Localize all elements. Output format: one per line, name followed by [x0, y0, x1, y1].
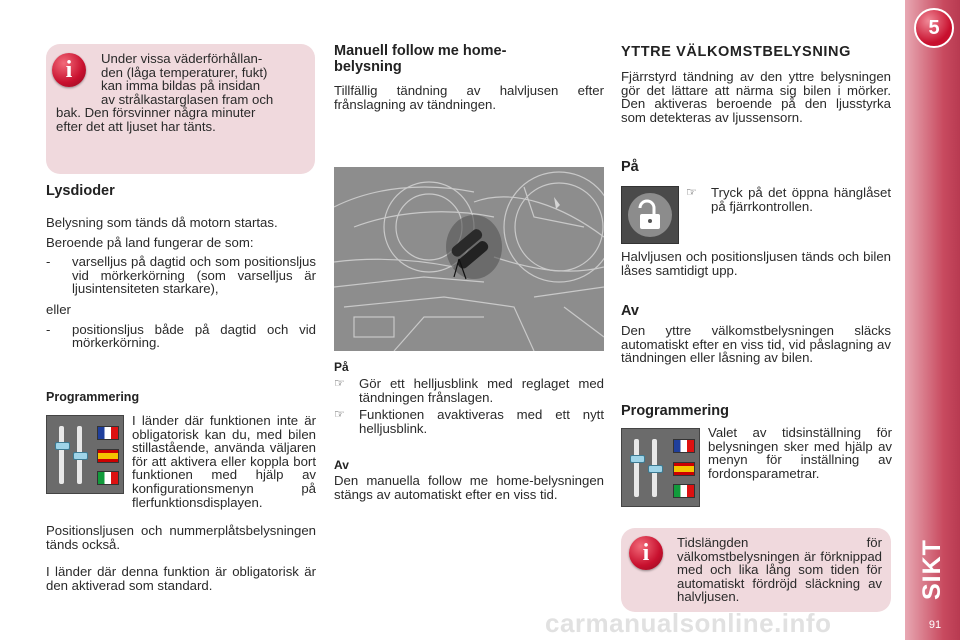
lysdioder-body	[46, 216, 316, 350]
pa-title-valkomst: På	[621, 159, 639, 175]
pa-title-follow: På	[334, 360, 349, 374]
settings-menu-thumbnail	[46, 415, 124, 494]
bullet-text: Gör ett helljusblink med reglaget med tändningen frånslagen.	[359, 376, 604, 405]
info-line: bak. Den försvinner några minuter	[56, 105, 256, 121]
chapter-number-badge: 5	[914, 8, 954, 48]
info-icon: i	[629, 536, 663, 570]
valkomst-av-text: Den yttre välkomstbelysningen släcks automatiskt efter en viss tid, vid påslagning av tändningen eller låsning av bilen.	[621, 323, 891, 366]
dash-item-text: positionsljus både på dagtid och vid mörkerkörning.	[72, 321, 316, 351]
info-box-text	[56, 52, 307, 134]
valkomst-prog-text: Valet av tidsinställning för belysningen sker med hjälp av menyn för inställning av fordonsparametrar.	[708, 425, 892, 481]
standard-text: I länder där denna funktion är obligatorisk är den aktiverad som standard.	[46, 564, 316, 593]
bullet-item	[686, 186, 891, 213]
section-title-lysdioder: Lysdioder	[46, 183, 115, 199]
section-title-programmering: Programmering	[46, 390, 140, 404]
valkomst-info-text: Tidslängden för välkomstbelysningen är förknippad med och lika lång som tiden för automatiskt fördröjd släckning av halvljusen.	[677, 535, 882, 605]
programmering-text: I länder där funktionen inte är obligatorisk kan du, med bilen stillastående, använda väljaren för att aktivera eller koppla bort funktionen med hjälp av konfigurationsmenyn på flerfunktionsdisplayen.	[132, 413, 316, 510]
positionsljus-text: Positionsljusen och nummerplåtsbelysningen tänds också.	[46, 523, 316, 552]
dash-item-text: varselljus på dagtid och som positionsljus vid mörkerkörning (som varselljus är ljusintensiteten starkare),	[72, 254, 316, 297]
bullet-item	[334, 377, 604, 404]
section-title-follow-me-home: Manuell follow me home-belysning	[334, 43, 507, 75]
info-line: kan imma bildas på insidan	[101, 78, 261, 94]
info-line: Under vissa väderförhållan-	[101, 51, 263, 66]
valkomst-pa-text: Halvljusen och positionsljusen tänds och bilen låses samtidigt upp.	[621, 249, 891, 278]
page-number: 91	[928, 619, 942, 631]
bullet-item	[334, 408, 604, 435]
dash-mark: -	[46, 321, 51, 337]
settings-menu-thumbnail	[621, 428, 700, 507]
follow-bullets	[334, 377, 604, 435]
bullet-text: Funktionen avaktiveras med ett nytt helljusblink.	[359, 407, 604, 436]
follow-av-text: Den manuella follow me home-belysningen stängs av automatiskt efter en viss tid.	[334, 473, 604, 502]
watermark: carmanualsonline.info	[545, 608, 832, 638]
lysdioder-p2: Beroende på land fungerar de som:	[46, 234, 254, 250]
open-padlock-icon	[621, 186, 679, 244]
valkomst-intro: Fjärrstyrd tändning av den yttre belysningen gör det lättare att närma sig bilen i mörker. Den aktiveras beroende på den ljusstyrka som detekteras av ljussensorn.	[621, 69, 891, 125]
eller-text: eller	[46, 301, 71, 317]
av-title-follow: Av	[334, 458, 349, 472]
dash-item	[46, 255, 316, 296]
bullet-text: Tryck på det öppna hänglåset på fjärrkontrollen.	[711, 185, 891, 214]
dash-item	[46, 323, 316, 350]
section-title-valkomst: YTTRE VÄLKOMSTBELYSNING	[621, 44, 851, 60]
chapter-title: SIKT	[918, 539, 946, 600]
bullet-arrow-icon: ☞	[334, 376, 345, 390]
info-line: den (låga temperaturer, fukt)	[101, 64, 268, 80]
follow-me-intro: Tillfällig tändning av halvljusen efter frånslagning av tändningen.	[334, 83, 604, 112]
dashboard-illustration	[334, 167, 604, 351]
dashboard-drawing	[334, 167, 604, 351]
lysdioder-p1: Belysning som tänds då motorn startas.	[46, 215, 278, 230]
section-title-programmering-valkomst: Programmering	[621, 403, 729, 419]
av-title-valkomst: Av	[621, 303, 639, 319]
dash-mark: -	[46, 254, 51, 270]
info-line: av strålkastarglasen fram och	[101, 91, 274, 107]
bullet-arrow-icon: ☞	[686, 185, 697, 199]
bullet-arrow-icon: ☞	[334, 407, 345, 422]
info-line: efter det att ljuset har tänts.	[56, 118, 216, 134]
info-icon: i	[52, 53, 86, 87]
